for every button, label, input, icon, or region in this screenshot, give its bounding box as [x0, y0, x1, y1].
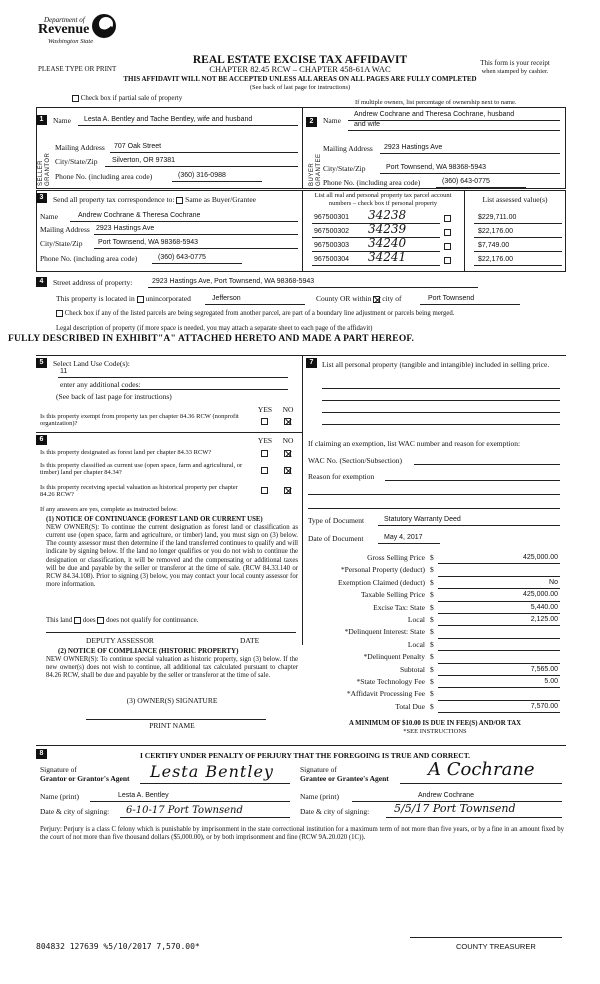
forest-yes-checkbox[interactable]: [261, 450, 268, 457]
logo-line-1: Department of: [44, 16, 85, 24]
county-treasurer-label: COUNTY TREASURER: [456, 942, 536, 951]
wac-label: WAC No. (Section/Subsection): [308, 456, 402, 465]
tax-row: [308, 627, 564, 639]
tax-row-currency: $: [430, 639, 434, 649]
reason-label: Reason for exemption: [308, 472, 375, 481]
notice-1-body: NEW OWNER(S): To continue the current designation as forest land or classification as current use (open space, farm and agriculture, or timber) land, you must sign on (3) below. The county assessor must then determine if the land transferred continues to qualify and will indicate by signing below. If the land no longer qualifies or you do not wish to continue the designation or classification, it will be removed and the compensating or additional taxes will be due and payable by the seller or transferor at the time of sale. (RCW 84.33.140 or RCW 84.34.108). Prior to signing (3) below, you may contact your local county assessor for more information.: [46, 524, 298, 589]
grantor-name-label: Name (print): [40, 792, 79, 801]
same-as-buyer-label: Same as Buyer/Grantee: [185, 195, 256, 204]
tax-row: [308, 590, 564, 602]
buyer-name-1[interactable]: Andrew Cochrane and Theresa Cochrane, husband: [354, 111, 515, 118]
current-use-yes-checkbox[interactable]: [261, 467, 268, 474]
parcel-list: [308, 208, 564, 267]
s3-name-label: Name: [40, 212, 58, 221]
date-label: DATE: [240, 636, 260, 645]
cashier-stamp: 804832 127639 %5/10/2017 7,570.00*: [36, 942, 200, 951]
s5-no-header: NO: [282, 405, 294, 414]
tax-row-value[interactable]: 7,565.00: [530, 665, 558, 673]
buyer-name-2[interactable]: and wife: [354, 121, 381, 128]
s3-mailing-label: Mailing Address: [40, 225, 90, 234]
segregated-row: [56, 310, 455, 318]
does-not-checkbox[interactable]: [97, 617, 104, 624]
exempt-no-checkbox[interactable]: [284, 418, 291, 425]
personal-property-label: List all personal property (tangible and intangible) included in selling price.: [322, 360, 550, 369]
section-1-number: 1: [36, 115, 47, 125]
grantee-name[interactable]: Andrew Cochrane: [418, 792, 475, 799]
tax-row-currency: $: [430, 627, 434, 637]
print-name-label: PRINT NAME: [149, 721, 195, 730]
tax-row-currency: $: [430, 553, 434, 562]
tax-row-currency: $: [430, 701, 434, 711]
tax-row-currency: $: [430, 652, 434, 662]
parcel-header-2: numbers – check box if personal property: [328, 200, 438, 207]
notice-1-title: (1) NOTICE OF CONTINUANCE (FOREST LAND OR CURRENT USE): [46, 516, 263, 523]
doc-type[interactable]: Statutory Warranty Deed: [384, 516, 461, 523]
land-use-label: Select Land Use Code(s):: [53, 359, 130, 368]
county-label: County OR within: [316, 294, 372, 303]
seller-side-label: SELLER GRANTOR: [38, 152, 51, 186]
tax-row-label: *Personal Property (deduct): [340, 565, 425, 575]
historic-no-checkbox[interactable]: [284, 487, 291, 494]
tax-row: [308, 677, 564, 689]
tax-row-currency: $: [430, 664, 434, 674]
tax-row-value[interactable]: 5,440.00: [530, 603, 558, 611]
tax-row-label: Total Due: [395, 701, 425, 711]
tax-row-label: Subtotal: [399, 664, 425, 674]
seller-mailing-label: Mailing Address: [55, 143, 105, 152]
logo-line-3: Washington State: [48, 38, 94, 45]
historic-question: Is this property receiving special valuation as historical property per chapter 84.26 RCW?: [40, 484, 238, 499]
parcel-value[interactable]: $7,749.00: [478, 242, 510, 249]
parcel-handwritten: 34238: [368, 208, 407, 222]
additional-codes-label: enter any additional codes:: [60, 380, 141, 389]
warning-line: THIS AFFIDAVIT WILL NOT BE ACCEPTED UNLESS ALL AREAS ON ALL PAGES ARE FULLY COMPLETED: [123, 75, 477, 83]
located-row: [56, 295, 191, 304]
parcel-number[interactable]: 967500301: [314, 214, 350, 221]
section-3-number: 3: [36, 193, 47, 203]
tax-row: [308, 689, 564, 701]
tax-row-value[interactable]: No: [549, 578, 558, 586]
notice-2-body: NEW OWNER(S): To continue special valuation as historic property, sign (3) below. If the new owner(s) does not wish to continue, all additional tax calculated pursuant to chapter 84.26 RCW, shall be due and payable by the seller or transferor at the time of sale.: [46, 656, 298, 680]
does-label: does: [82, 616, 96, 624]
tax-row: [308, 702, 564, 714]
tax-row-value[interactable]: 2,125.00: [530, 616, 558, 623]
tax-row: [308, 603, 564, 615]
certify-statement: I CERTIFY UNDER PENALTY OF PERJURY THAT THE FOREGOING IS TRUE AND CORRECT.: [140, 751, 471, 760]
tax-row-value[interactable]: 425,000.00: [522, 591, 558, 599]
form-title: REAL ESTATE EXCISE TAX AFFIDAVIT: [192, 54, 408, 66]
multiple-owners-note: If multiple owners, list percentage of ownership next to name.: [355, 99, 517, 106]
this-land-row: [46, 616, 198, 624]
forest-no-checkbox[interactable]: [284, 450, 291, 457]
grantee-date-city-label: Date & city of signing:: [300, 807, 370, 816]
seller-phone-label: Phone No. (including area code): [55, 172, 153, 181]
segregated-label: Check box if any of the listed parcels are being segregated from another parcel, are part of a boundary line adjustment or parcels being merged.: [64, 310, 455, 318]
tax-row-label: Excise Tax: State: [373, 602, 425, 612]
tax-row-underline: [438, 613, 560, 614]
exempt-yes-checkbox[interactable]: [261, 418, 268, 425]
tax-row: [308, 652, 564, 664]
tax-row-currency: $: [430, 577, 434, 587]
perjury-statement: [40, 826, 564, 842]
doc-date-label: Date of Document: [308, 534, 364, 543]
partial-sale-label: Check box if partial sale of property: [80, 94, 183, 102]
s5-see-back: (See back of last page for instructions): [56, 392, 172, 401]
tax-row-label: *State Technology Fee: [356, 677, 425, 686]
parcel-number[interactable]: 967500304: [314, 256, 350, 263]
personal-property-checkbox[interactable]: [444, 257, 451, 264]
s3-mailing[interactable]: 2923 Hastings Ave: [96, 225, 155, 232]
s3-city-label: City/State/Zip: [40, 239, 83, 248]
section-6-number: 6: [36, 435, 47, 445]
parcel-row: [308, 236, 564, 253]
receipt-note-1: This form is your receipt: [480, 59, 550, 67]
county-row: [316, 295, 402, 304]
current-use-no-checkbox[interactable]: [284, 467, 291, 474]
buyer-city-label: City/State/Zip: [323, 164, 366, 173]
buyer-phone[interactable]: (360) 643-0775: [442, 178, 490, 185]
tax-row-value[interactable]: 5.00: [544, 678, 558, 685]
s6-no-header: NO: [282, 436, 294, 445]
historic-yes-checkbox[interactable]: [261, 487, 268, 494]
grantee-sig-label-1: Signature of: [300, 765, 337, 774]
tax-row-currency: $: [430, 590, 434, 600]
type-or-print: PLEASE TYPE OR PRINT: [38, 65, 117, 73]
this-land-label: This land: [46, 616, 73, 624]
buyer-phone-label: Phone No. (including area code): [323, 178, 421, 187]
does-not-label: does not qualify for continuance.: [106, 616, 199, 624]
grantor-sig-label-2: Grantor or Grantor's Agent: [40, 774, 130, 783]
tax-row-currency: $: [430, 689, 434, 699]
street-address[interactable]: 2923 Hastings Ave, Port Townsend, WA 98368-5943: [152, 278, 315, 285]
minimum-note: A MINIMUM OF $10.00 IS DUE IN FEE(S) AND/OR TAX: [348, 720, 522, 727]
tax-row-underline: [438, 638, 560, 639]
tax-row-underline: [438, 601, 560, 602]
tax-row-label: *Affidavit Processing Fee: [346, 689, 425, 699]
grantor-signature[interactable]: Lesta Bentley: [150, 762, 274, 781]
segregated-checkbox[interactable]: [56, 310, 63, 317]
see-instructions: *SEE INSTRUCTIONS: [403, 728, 467, 735]
personal-property-checkbox[interactable]: [444, 243, 451, 250]
current-use-question: Is this property classified as current use (open space, farm and agricultural, or timber) land per chapter 84.34?: [40, 462, 243, 477]
section-8-number: 8: [36, 749, 47, 759]
tax-row: [308, 640, 564, 652]
logo-line-2: Revenue: [38, 22, 90, 37]
tax-row-value[interactable]: 7,570.00: [530, 702, 558, 710]
exempt-question: Is this property exempt from property tax per chapter 84.36 RCW (nonprofit organization)?: [40, 413, 239, 428]
owner-signature-label: (3) OWNER(S) SIGNATURE: [126, 696, 218, 705]
send-correspondence: [53, 196, 256, 205]
tax-row-underline: [438, 687, 560, 688]
parcel-number[interactable]: 967500302: [314, 228, 350, 235]
buyer-mailing[interactable]: 2923 Hastings Ave: [384, 144, 443, 151]
tax-row: [308, 615, 564, 627]
parcel-handwritten: 34241: [368, 250, 407, 264]
tax-row-underline: [438, 563, 560, 564]
notice-2-title: (2) NOTICE OF COMPLIANCE (HISTORIC PROPERTY): [58, 647, 239, 655]
city-of-checkbox[interactable]: [373, 296, 380, 303]
parcel-value[interactable]: $22,176.00: [478, 228, 514, 235]
county-name[interactable]: Jefferson: [212, 295, 241, 302]
parcel-header-1: List all real and personal property tax parcel account: [314, 192, 452, 199]
personal-property-checkbox[interactable]: [444, 215, 451, 222]
tax-row-underline: [438, 700, 560, 701]
tax-row-underline: [438, 712, 560, 713]
unincorporated-checkbox[interactable]: [137, 296, 144, 303]
grantee-signature[interactable]: A Cochrane: [428, 759, 535, 780]
tax-row-currency: $: [430, 677, 434, 686]
s3-phone[interactable]: (360) 643-0775: [158, 254, 206, 261]
receipt-note-2: when stamped by cashier.: [481, 68, 549, 75]
buyer-mailing-label: Mailing Address: [323, 144, 373, 153]
same-as-buyer-checkbox[interactable]: [176, 197, 183, 204]
seller-phone[interactable]: (360) 316-0988: [178, 172, 226, 179]
perjury-text: Perjury: Perjury is a class C felony which is punishable by imprisonment in the state correctional institution for a maximum term of not more than five years, or by a fine in an amount fixed by the court of not more than five thousand dollars ($5,000.00), or by both imprisonment and fine (RCW 9A.20.020 (1C)).: [40, 826, 564, 842]
personal-property-checkbox[interactable]: [444, 229, 451, 236]
seller-name[interactable]: Lesta A. Bentley and Tache Bentley, wife and husband: [84, 116, 253, 123]
doc-date[interactable]: May 4, 2017: [384, 534, 423, 541]
parcel-number[interactable]: 967500303: [314, 242, 350, 249]
buyer-city[interactable]: Port Townsend, WA 98368-5943: [386, 164, 487, 171]
tax-row: [308, 565, 564, 577]
parcel-value[interactable]: $229,711.00: [478, 214, 517, 221]
tax-row-currency: $: [430, 615, 434, 624]
tax-row-label: *Delinquent Interest: State: [344, 627, 425, 637]
parcel-handwritten: 34240: [368, 236, 407, 250]
assessed-header: List assessed value(s): [482, 195, 548, 204]
city-of-label: city of: [382, 294, 402, 303]
s3-phone-label: Phone No. (including area code): [40, 254, 138, 263]
street-address-label: Street address of property:: [53, 278, 133, 287]
tax-row-label: Local: [407, 615, 425, 624]
parcel-row: [308, 250, 564, 267]
parcel-row: [308, 208, 564, 225]
doc-type-label: Type of Document: [308, 516, 365, 525]
s3-city[interactable]: Port Townsend, WA 98368-5943: [98, 239, 199, 246]
seller-name-label: Name: [53, 116, 71, 125]
buyer-side-label: BUYER GRANTEE: [309, 153, 322, 186]
section-4-number: 4: [36, 277, 47, 287]
tax-row: [308, 665, 564, 677]
partial-sale-checkbox[interactable]: [72, 95, 79, 102]
send-correspondence-label: Send all property tax correspondence to:: [53, 195, 175, 204]
tax-row-label: Gross Selling Price: [367, 553, 425, 562]
grantee-sig-label-2: Grantee or Grantee's Agent: [300, 774, 389, 783]
tax-row-underline: [438, 650, 560, 651]
section-2-number: 2: [306, 117, 317, 127]
grantor-date-city-label: Date & city of signing:: [40, 807, 110, 816]
legal-description-label: Legal description of property (if more space is needed, you may attach a separate sheet to each page of the affidavit): [56, 325, 373, 332]
tax-row: [308, 578, 564, 590]
tax-row-label: Taxable Selling Price: [360, 590, 425, 600]
tax-row-label: *Delinquent Penalty: [363, 652, 425, 662]
s6-yes-header: YES: [257, 436, 273, 445]
parcel-row: [308, 222, 564, 239]
located-label: This property is located in: [56, 294, 135, 303]
tax-row-label: Local: [407, 639, 425, 649]
deputy-assessor-label: DEPUTY ASSESSOR: [86, 636, 154, 645]
parcel-handwritten: 34239: [368, 222, 407, 236]
logo-swoosh-icon: [90, 12, 118, 40]
grantee-date-city[interactable]: 5/5/17 Port Townsend: [394, 802, 516, 815]
grantee-name-label: Name (print): [300, 792, 339, 801]
grantor-sig-label-1: Signature of: [40, 765, 77, 774]
tax-row-underline: [438, 625, 560, 626]
grantor-date-city[interactable]: 6-10-17 Port Townsend: [126, 805, 243, 816]
dor-logo: [38, 12, 118, 50]
parcel-value[interactable]: $22,176.00: [478, 256, 514, 263]
exemption-claim-label: If claiming an exemption, list WAC number and reason for exemption:: [308, 439, 521, 448]
property-city[interactable]: Port Townsend: [428, 295, 475, 302]
section-5-number: 5: [36, 358, 47, 368]
see-back-header: (See back of last page for instructions): [249, 84, 351, 91]
forest-question: Is this property designated as forest land per chapter 84.33 RCW?: [40, 449, 212, 456]
land-use-code[interactable]: 11: [60, 368, 68, 375]
tax-row-underline: [438, 588, 560, 589]
s5-yes-header: YES: [257, 405, 273, 414]
seller-mailing[interactable]: 707 Oak Street: [114, 143, 162, 150]
tax-row-value[interactable]: 425,000.00: [522, 554, 558, 561]
if-yes-note: If any answers are yes, complete as instructed below.: [40, 506, 178, 513]
tax-row-underline: [438, 675, 560, 676]
s3-name[interactable]: Andrew Cochrane & Theresa Cochrane: [78, 212, 201, 219]
does-checkbox[interactable]: [74, 617, 81, 624]
tax-row-underline: [438, 576, 560, 577]
tax-row-currency: $: [430, 602, 434, 612]
grantor-name[interactable]: Lesta A. Bentley: [118, 792, 169, 799]
buyer-name-label: Name: [323, 116, 341, 125]
legal-description[interactable]: FULLY DESCRIBED IN EXHIBIT"A" ATTACHED HERETO AND MADE A PART HEREOF.: [8, 334, 415, 344]
seller-city-label: City/State/Zip: [55, 157, 98, 166]
unincorporated-label: unincorporated: [145, 294, 191, 303]
section-7-number: 7: [306, 358, 317, 368]
tax-row-label: Exemption Claimed (deduct): [337, 577, 425, 587]
tax-row: [308, 553, 564, 565]
tax-row-underline: [438, 663, 560, 664]
seller-city[interactable]: Silverton, OR 97381: [112, 157, 176, 164]
chapter-line: CHAPTER 82.45 RCW – CHAPTER 458-61A WAC: [209, 64, 391, 74]
partial-sale-row: [72, 94, 182, 102]
tax-row-currency: $: [430, 565, 434, 575]
